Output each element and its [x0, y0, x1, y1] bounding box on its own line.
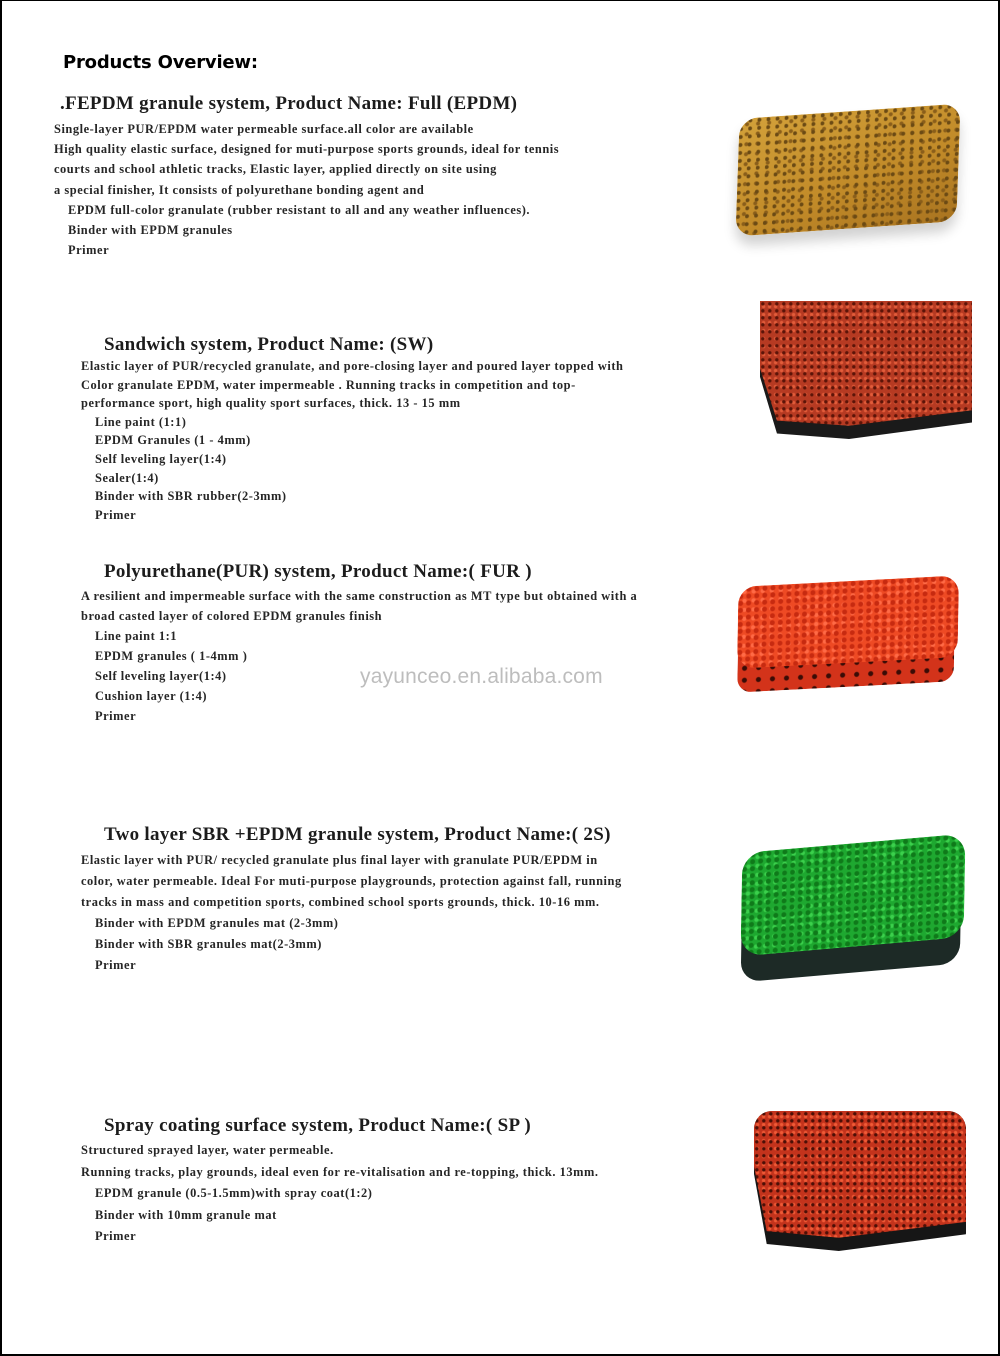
description-line: tracks in mass and competition sports, combined school sports grounds, thick. 10-16 mm.	[81, 895, 600, 909]
layer-item: Sealer(1:4)	[95, 470, 159, 485]
description-line: Running tracks, play grounds, ideal even for re-vitalisation and re-topping, thick. 13mm.	[81, 1164, 599, 1179]
product-section-sp	[81, 1115, 599, 1248]
layer-item: EPDM Granules (1 - 4mm)	[95, 433, 251, 448]
product-section-full-epdm	[54, 93, 559, 260]
layer-item: Primer	[95, 1229, 137, 1244]
layer-item: Line paint (1:1)	[95, 414, 187, 429]
layer-item: Self leveling layer(1:4)	[95, 669, 227, 684]
description-line: Elastic layer of PUR/recycled granulate, and pore-closing layer and poured layer topped with	[81, 359, 624, 373]
section-heading: Spray coating surface system, Product Name:( SP )	[104, 1115, 532, 1136]
layer-item: EPDM full-color granulate (rubber resistant to all and any weather influences).	[68, 202, 531, 217]
granule-surface	[754, 1111, 966, 1243]
layer-item: Line paint 1:1	[95, 629, 178, 644]
layer-item: Binder with 10mm granule mat	[95, 1207, 277, 1222]
product-section-fur	[81, 561, 637, 726]
page-title: Products Overview:	[63, 52, 258, 73]
description-line: a special finisher, It consists of polyurethane bonding agent and	[54, 182, 425, 197]
layer-item: Self leveling layer(1:4)	[95, 451, 227, 466]
section-heading: Polyurethane(PUR) system, Product Name:( FUR )	[104, 561, 532, 582]
layer-item: Binder with SBR rubber(2-3mm)	[95, 489, 287, 504]
description-line: performance sport, high quality sport surfaces, thick. 13 - 15 mm	[81, 396, 461, 411]
layer-item: Binder with SBR granules mat(2-3mm)	[95, 937, 322, 951]
description-line: High quality elastic surface, designed for muti-purpose sports grounds, ideal for tennis	[54, 142, 560, 157]
description-line: Structured sprayed layer, water permeable.	[81, 1143, 334, 1157]
description-line: Elastic layer with PUR/ recycled granulate plus final layer with granulate PUR/EPDM in	[81, 853, 598, 867]
description-line: Single-layer PUR/EPDM water permeable surface.all color are available	[54, 122, 474, 136]
description-line: Color granulate EPDM, water impermeable . Running tracks in competition and top-	[81, 377, 576, 392]
layer-item: Primer	[95, 958, 137, 972]
epdm-sample-image	[730, 97, 970, 247]
layer-item: EPDM granule (0.5-1.5mm)with spray coat(1:2)	[95, 1186, 373, 1201]
sandwich-sample-image	[760, 301, 972, 443]
section-heading: .FEPDM granule system, Product Name: Full (EPDM)	[60, 93, 518, 114]
description-line: courts and school athletic tracks, Elastic layer, applied directly on site using	[54, 162, 497, 177]
section-heading: Sandwich system, Product Name: (SW)	[104, 334, 434, 355]
layer-item: Binder with EPDM granules mat (2-3mm)	[95, 916, 339, 930]
layer-item: Cushion layer (1:4)	[95, 689, 208, 704]
product-section-sw	[81, 334, 623, 524]
product-section-2s	[81, 824, 622, 976]
layer-item: Primer	[95, 709, 137, 724]
layer-item: Primer	[95, 507, 137, 522]
granule-surface	[740, 834, 965, 957]
description-line: A resilient and impermeable surface with the same construction as MT type but obtained with a	[81, 589, 638, 603]
granule-surface	[735, 103, 960, 236]
layer-item: EPDM granules ( 1-4mm )	[95, 649, 248, 664]
layer-item: Primer	[68, 243, 110, 258]
granule-surface	[760, 301, 972, 431]
description-line: broad casted layer of colored EPDM granules finish	[81, 608, 383, 623]
granule-surface	[737, 575, 959, 668]
pur-sample-image	[734, 573, 962, 691]
section-heading: Two layer SBR +EPDM granule system, Product Name:( 2S)	[104, 824, 611, 845]
watermark-text: yayunceo.en.alibaba.com	[360, 665, 603, 688]
spray-sample-image	[754, 1111, 966, 1253]
two-layer-sample-image	[738, 831, 966, 981]
description-line: color, water permeable. Ideal For muti-purpose playgrounds, protection against fall, running	[81, 874, 622, 888]
layer-item: Binder with EPDM granules	[68, 223, 233, 238]
